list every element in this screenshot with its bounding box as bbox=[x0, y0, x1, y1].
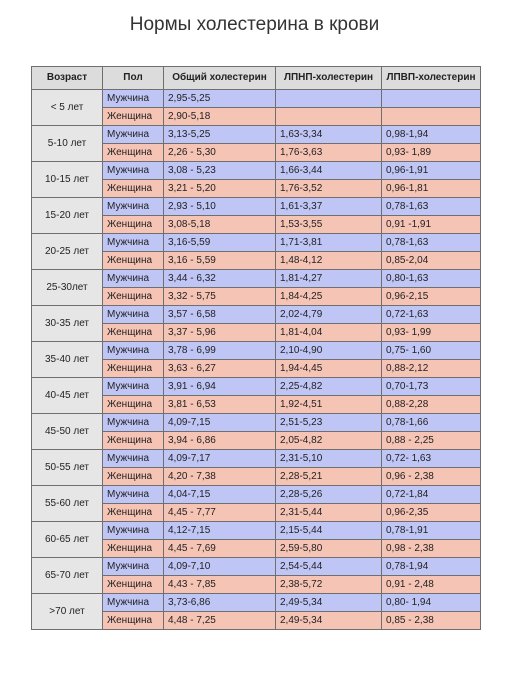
table-row bbox=[32, 162, 481, 180]
hdl-cell: 0,98-1,94 bbox=[382, 126, 481, 144]
sex-cell: Женщина bbox=[103, 360, 164, 378]
ldl-cell: 1,84-4,25 bbox=[276, 288, 382, 306]
total-cholesterol-cell: 4,04-7,15 bbox=[164, 486, 276, 504]
sex-cell: Женщина bbox=[103, 144, 164, 162]
table-body bbox=[32, 90, 481, 630]
ldl-cell: 2,31-5,10 bbox=[276, 450, 382, 468]
sex-cell: Мужчина bbox=[103, 270, 164, 288]
hdl-cell: 0,72-1,63 bbox=[382, 306, 481, 324]
hdl-cell: 0,91 -1,91 bbox=[382, 216, 481, 234]
hdl-cell bbox=[382, 90, 481, 108]
hdl-cell: 0,96-1,81 bbox=[382, 180, 481, 198]
age-group-cell: >70 лет bbox=[32, 594, 103, 630]
total-cholesterol-cell: 2,26 - 5,30 bbox=[164, 144, 276, 162]
hdl-cell: 0,96 - 2,38 bbox=[382, 468, 481, 486]
sex-cell: Женщина bbox=[103, 576, 164, 594]
hdl-cell: 0,70-1,73 bbox=[382, 378, 481, 396]
ldl-cell: 2,05-4,82 bbox=[276, 432, 382, 450]
sex-cell: Женщина bbox=[103, 504, 164, 522]
ldl-cell: 1,76-3,63 bbox=[276, 144, 382, 162]
ldl-cell: 1,66-3,44 bbox=[276, 162, 382, 180]
cholesterol-table bbox=[31, 66, 481, 630]
table-row bbox=[32, 414, 481, 432]
sex-cell: Мужчина bbox=[103, 414, 164, 432]
table-row bbox=[32, 342, 481, 360]
header-total-cholesterol: Общий холестерин bbox=[164, 67, 276, 90]
age-group-cell: 40-45 лет bbox=[32, 378, 103, 414]
total-cholesterol-cell: 2,95-5,25 bbox=[164, 90, 276, 108]
sex-cell: Мужчина bbox=[103, 378, 164, 396]
ldl-cell: 2,28-5,21 bbox=[276, 468, 382, 486]
ldl-cell: 2,31-5,44 bbox=[276, 504, 382, 522]
total-cholesterol-cell: 3,94 - 6,86 bbox=[164, 432, 276, 450]
header-hdl-cholesterol: ЛПВП-холестерин bbox=[382, 67, 481, 90]
ldl-cell: 1,81-4,04 bbox=[276, 324, 382, 342]
hdl-cell: 0,88 - 2,25 bbox=[382, 432, 481, 450]
hdl-cell: 0,78-1,63 bbox=[382, 198, 481, 216]
ldl-cell: 1,61-3,37 bbox=[276, 198, 382, 216]
table-row bbox=[32, 522, 481, 540]
total-cholesterol-cell: 4,20 - 7,38 bbox=[164, 468, 276, 486]
ldl-cell: 2,49-5,34 bbox=[276, 594, 382, 612]
sex-cell: Мужчина bbox=[103, 198, 164, 216]
ldl-cell bbox=[276, 90, 382, 108]
hdl-cell: 0,80- 1,94 bbox=[382, 594, 481, 612]
ldl-cell: 1,92-4,51 bbox=[276, 396, 382, 414]
total-cholesterol-cell: 4,45 - 7,69 bbox=[164, 540, 276, 558]
sex-cell: Мужчина bbox=[103, 90, 164, 108]
table-row bbox=[32, 594, 481, 612]
table-row bbox=[32, 90, 481, 108]
table-row bbox=[32, 198, 481, 216]
sex-cell: Мужчина bbox=[103, 234, 164, 252]
total-cholesterol-cell: 4,12-7,15 bbox=[164, 522, 276, 540]
total-cholesterol-cell: 2,93 - 5,10 bbox=[164, 198, 276, 216]
ldl-cell: 1,81-4,27 bbox=[276, 270, 382, 288]
total-cholesterol-cell: 4,45 - 7,77 bbox=[164, 504, 276, 522]
header-row bbox=[32, 67, 481, 90]
ldl-cell: 1,71-3,81 bbox=[276, 234, 382, 252]
header-age: Возраст bbox=[32, 67, 103, 90]
hdl-cell: 0,88-2,28 bbox=[382, 396, 481, 414]
ldl-cell: 2,49-5,34 bbox=[276, 612, 382, 630]
ldl-cell: 2,51-5,23 bbox=[276, 414, 382, 432]
sex-cell: Мужчина bbox=[103, 522, 164, 540]
hdl-cell: 0,93- 1,99 bbox=[382, 324, 481, 342]
hdl-cell: 0,78-1,66 bbox=[382, 414, 481, 432]
ldl-cell bbox=[276, 108, 382, 126]
total-cholesterol-cell: 3,08 - 5,23 bbox=[164, 162, 276, 180]
hdl-cell: 0,78-1,63 bbox=[382, 234, 481, 252]
table-row bbox=[32, 378, 481, 396]
table-row bbox=[32, 486, 481, 504]
age-group-cell: 65-70 лет bbox=[32, 558, 103, 594]
total-cholesterol-cell: 4,43 - 7,85 bbox=[164, 576, 276, 594]
sex-cell: Женщина bbox=[103, 180, 164, 198]
hdl-cell: 0,80-1,63 bbox=[382, 270, 481, 288]
age-group-cell: 20-25 лет bbox=[32, 234, 103, 270]
total-cholesterol-cell: 3,81 - 6,53 bbox=[164, 396, 276, 414]
ldl-cell: 2,10-4,90 bbox=[276, 342, 382, 360]
total-cholesterol-cell: 4,09-7,10 bbox=[164, 558, 276, 576]
hdl-cell: 0,96-2,35 bbox=[382, 504, 481, 522]
age-group-cell: 30-35 лет bbox=[32, 306, 103, 342]
table-row bbox=[32, 234, 481, 252]
hdl-cell: 0,88-2,12 bbox=[382, 360, 481, 378]
hdl-cell: 0,98 - 2,38 bbox=[382, 540, 481, 558]
hdl-cell: 0,96-1,91 bbox=[382, 162, 481, 180]
hdl-cell: 0,96-2,15 bbox=[382, 288, 481, 306]
age-group-cell: 10-15 лет bbox=[32, 162, 103, 198]
sex-cell: Женщина bbox=[103, 540, 164, 558]
sex-cell: Женщина bbox=[103, 216, 164, 234]
total-cholesterol-cell: 4,09-7,17 bbox=[164, 450, 276, 468]
sex-cell: Мужчина bbox=[103, 306, 164, 324]
table-row bbox=[32, 558, 481, 576]
table-row bbox=[32, 270, 481, 288]
hdl-cell: 0,85-2,04 bbox=[382, 252, 481, 270]
age-group-cell: 45-50 лет bbox=[32, 414, 103, 450]
total-cholesterol-cell: 3,91 - 6,94 bbox=[164, 378, 276, 396]
hdl-cell: 0,78-1,91 bbox=[382, 522, 481, 540]
sex-cell: Мужчина bbox=[103, 162, 164, 180]
ldl-cell: 2,38-5,72 bbox=[276, 576, 382, 594]
ldl-cell: 2,28-5,26 bbox=[276, 486, 382, 504]
age-group-cell: 15-20 лет bbox=[32, 198, 103, 234]
hdl-cell: 0,85 - 2,38 bbox=[382, 612, 481, 630]
total-cholesterol-cell: 3,57 - 6,58 bbox=[164, 306, 276, 324]
age-group-cell: 60-65 лет bbox=[32, 522, 103, 558]
sex-cell: Мужчина bbox=[103, 126, 164, 144]
ldl-cell: 1,76-3,52 bbox=[276, 180, 382, 198]
hdl-cell: 0,72-1,84 bbox=[382, 486, 481, 504]
total-cholesterol-cell: 4,48 - 7,25 bbox=[164, 612, 276, 630]
sex-cell: Женщина bbox=[103, 432, 164, 450]
total-cholesterol-cell: 4,09-7,15 bbox=[164, 414, 276, 432]
sex-cell: Мужчина bbox=[103, 342, 164, 360]
header-sex: Пол bbox=[103, 67, 164, 90]
ldl-cell: 1,48-4,12 bbox=[276, 252, 382, 270]
ldl-cell: 2,59-5,80 bbox=[276, 540, 382, 558]
sex-cell: Женщина bbox=[103, 252, 164, 270]
total-cholesterol-cell: 3,16-5,59 bbox=[164, 234, 276, 252]
ldl-cell: 1,63-3,34 bbox=[276, 126, 382, 144]
total-cholesterol-cell: 3,16 - 5,59 bbox=[164, 252, 276, 270]
total-cholesterol-cell: 3,13-5,25 bbox=[164, 126, 276, 144]
age-group-cell: 35-40 лет bbox=[32, 342, 103, 378]
sex-cell: Мужчина bbox=[103, 594, 164, 612]
age-group-cell: 50-55 лет bbox=[32, 450, 103, 486]
page-title: Нормы холестерина в крови bbox=[129, 14, 380, 35]
total-cholesterol-cell: 3,08-5,18 bbox=[164, 216, 276, 234]
total-cholesterol-cell: 3,63 - 6,27 bbox=[164, 360, 276, 378]
age-group-cell: 5-10 лет bbox=[32, 126, 103, 162]
ldl-cell: 2,54-5,44 bbox=[276, 558, 382, 576]
total-cholesterol-cell: 3,37 - 5,96 bbox=[164, 324, 276, 342]
total-cholesterol-cell: 3,32 - 5,75 bbox=[164, 288, 276, 306]
ldl-cell: 2,25-4,82 bbox=[276, 378, 382, 396]
hdl-cell: 0,78-1,94 bbox=[382, 558, 481, 576]
hdl-cell bbox=[382, 108, 481, 126]
age-group-cell: 55-60 лет bbox=[32, 486, 103, 522]
sex-cell: Женщина bbox=[103, 324, 164, 342]
sex-cell: Женщина bbox=[103, 396, 164, 414]
sex-cell: Мужчина bbox=[103, 558, 164, 576]
sex-cell: Женщина bbox=[103, 288, 164, 306]
sex-cell: Женщина bbox=[103, 108, 164, 126]
hdl-cell: 0,75- 1,60 bbox=[382, 342, 481, 360]
ldl-cell: 2,02-4,79 bbox=[276, 306, 382, 324]
sex-cell: Женщина bbox=[103, 468, 164, 486]
hdl-cell: 0,72- 1,63 bbox=[382, 450, 481, 468]
table-row bbox=[32, 306, 481, 324]
table-row bbox=[32, 126, 481, 144]
age-group-cell: < 5 лет bbox=[32, 90, 103, 126]
total-cholesterol-cell: 3,78 - 6,99 bbox=[164, 342, 276, 360]
age-group-cell: 25-30лет bbox=[32, 270, 103, 306]
total-cholesterol-cell: 3,44 - 6,32 bbox=[164, 270, 276, 288]
sex-cell: Мужчина bbox=[103, 486, 164, 504]
hdl-cell: 0,91 - 2,48 bbox=[382, 576, 481, 594]
sex-cell: Мужчина bbox=[103, 450, 164, 468]
sex-cell: Женщина bbox=[103, 612, 164, 630]
total-cholesterol-cell: 3,73-6,86 bbox=[164, 594, 276, 612]
total-cholesterol-cell: 2,90-5,18 bbox=[164, 108, 276, 126]
hdl-cell: 0,93- 1,89 bbox=[382, 144, 481, 162]
table-row bbox=[32, 450, 481, 468]
ldl-cell: 1,94-4,45 bbox=[276, 360, 382, 378]
header-ldl-cholesterol: ЛПНП-холестерин bbox=[276, 67, 382, 90]
ldl-cell: 1,53-3,55 bbox=[276, 216, 382, 234]
total-cholesterol-cell: 3,21 - 5,20 bbox=[164, 180, 276, 198]
ldl-cell: 2,15-5,44 bbox=[276, 522, 382, 540]
